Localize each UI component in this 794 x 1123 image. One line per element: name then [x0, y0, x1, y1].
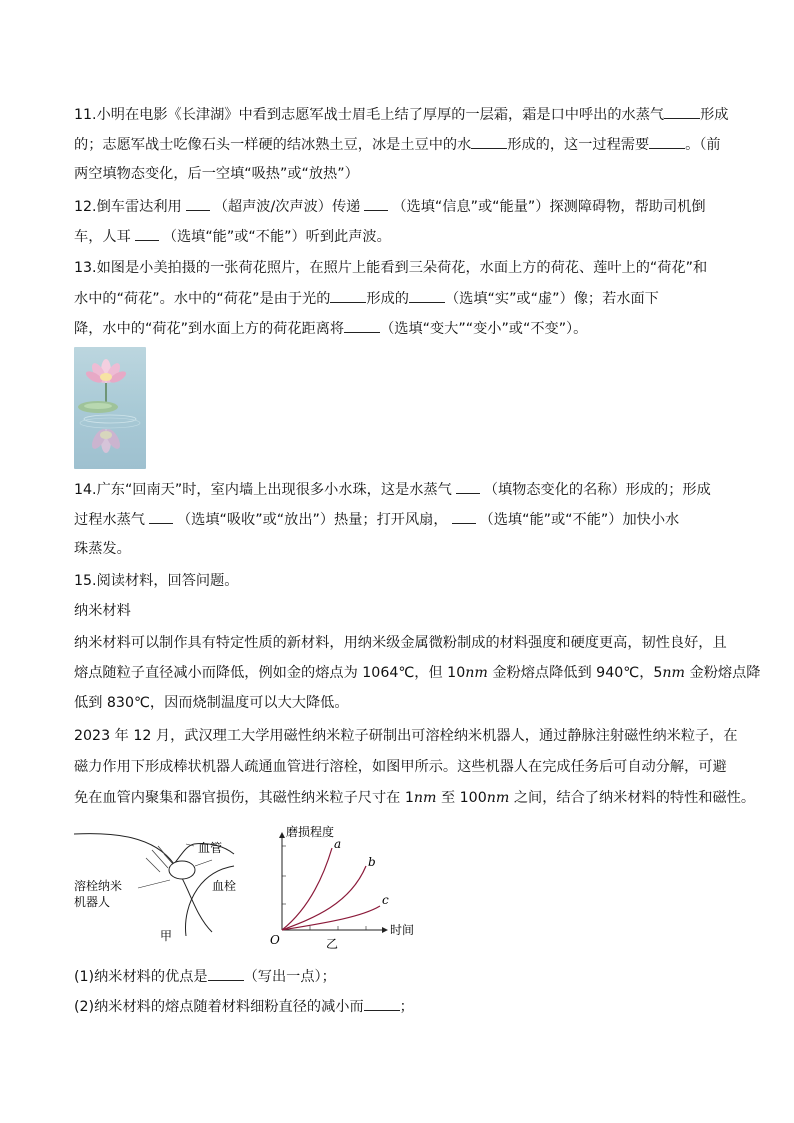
nano-figure: [74, 824, 434, 954]
vessel-label: 血管: [198, 841, 223, 855]
clot-label: 血栓: [212, 879, 237, 893]
answer-blank[interactable]: [330, 288, 366, 303]
robot-label-1: 溶栓纳米: [74, 879, 123, 893]
answer-blank[interactable]: [452, 509, 476, 524]
q15-p1-line-1: 纳米材料可以制作具有特定性质的新材料，用纳米级金属微粉制成的材料强度和硬度更高，韧性良好，且: [74, 635, 727, 651]
answer-blank[interactable]: [471, 134, 507, 149]
q14-line-1: 14.广东“回南天”时，室内墙上出现很多小水珠，这是水蒸气 （填物态变化的名称）形成的；形成: [74, 479, 734, 500]
x-axis-label: 时间: [390, 923, 415, 937]
answer-blank[interactable]: [409, 288, 445, 303]
answer-blank[interactable]: [208, 966, 244, 981]
q12-line-2: 车，人耳 （选填“能”或“不能”）听到此声波。: [74, 226, 734, 247]
answer-blank[interactable]: [364, 996, 400, 1011]
q13-line-2: 水中的“荷花”。水中的“荷花”是由于光的 形成的 （选填“实”或“虚”）像；若水面下: [74, 288, 734, 309]
curve-a-label: a: [334, 837, 342, 851]
y-axis-label: 磨损程度: [286, 825, 335, 839]
q14-line-3: 珠蒸发。: [74, 541, 131, 557]
answer-blank[interactable]: [664, 104, 700, 119]
answer-blank[interactable]: [364, 196, 388, 211]
q12-line-1: 12.倒车雷达利用 （超声波/次声波）传递 （选填“信息”或“能量”）探测障碍物，帮助司机倒: [74, 196, 734, 217]
origin-label: O: [270, 933, 280, 947]
q15-title: 纳米材料: [74, 603, 131, 619]
curve-b: [282, 866, 366, 930]
q13-line-1: 13.如图是小美拍摄的一张荷花照片，在照片上能看到三朵荷花，水面上方的荷花、莲叶上的“荷花”和: [74, 260, 708, 276]
wear-graph: [270, 824, 414, 951]
q15-sub-1: (1)纳米材料的优点是 （写出一点）；: [74, 966, 734, 987]
q11-line-2: 的；志愿军战士吃像石头一样硬的结冰熟土豆，冰是土豆中的水 形成的，这一过程需要 。（前: [74, 134, 734, 155]
curve-b-label: b: [368, 855, 376, 869]
answer-blank[interactable]: [456, 479, 480, 494]
q15-sub-2: (2)纳米材料的熔点随着材料细粉直径的减小而 ；: [74, 996, 734, 1017]
curve-c-label: c: [382, 893, 389, 907]
answer-blank[interactable]: [649, 134, 685, 149]
q13-line-3: 降，水中的“荷花”到水面上方的荷花距离将 （选填“变大”“变小”或“不变”）。: [74, 318, 734, 339]
y-axis-arrow: [279, 832, 285, 838]
q15-p2-line-3: 免在血管内聚集和器官损伤，其磁性纳米粒子尺寸在 1nm 至 100nm 之间，结合了纳米材料的特性和磁性。: [74, 790, 756, 806]
answer-blank[interactable]: [135, 226, 159, 241]
q15-p1-line-2: 熔点随粒子直径减小而降低，例如金的熔点为 1064℃，但 10nm 金粉熔点降低到 940℃，5nm 金粉熔点降: [74, 665, 761, 681]
q15-heading: 15.阅读材料，回答问题。: [74, 573, 239, 589]
answer-blank[interactable]: [344, 318, 380, 333]
answer-blank[interactable]: [186, 196, 210, 211]
label-jia: 甲: [160, 929, 173, 943]
vessel-diagram: [74, 834, 236, 943]
answer-blank[interactable]: [149, 509, 173, 524]
curve-c: [282, 906, 380, 930]
q11-line-1: 11.小明在电影《长津湖》中看到志愿军战士眉毛上结了厚厚的一层霜，霜是口中呼出的水蒸气 形成: [74, 104, 734, 125]
robot-label-2: 机器人: [74, 895, 111, 909]
lotus-image: [74, 347, 146, 469]
lotus-photo: [74, 347, 146, 469]
q15-p1-line-3: 低到 830℃，因而烧制温度可以大大降低。: [74, 695, 349, 711]
label-yi: 乙: [326, 937, 339, 951]
curve-a: [282, 848, 332, 930]
q15-p2-line-2: 磁力作用下形成棒状机器人疏通血管进行溶栓，如图甲所示。这些机器人在完成任务后可自动分解，可避: [74, 759, 727, 775]
x-axis-arrow: [382, 927, 388, 933]
q11-line-3: 两空填物态变化，后一空填“吸热”或“放热”）: [74, 166, 359, 182]
clot-shape: [169, 861, 195, 879]
q15-p2-line-1: 2023 年 12 月，武汉理工大学用磁性纳米粒子研制出可溶栓纳米机器人，通过静脉注射磁性纳米粒子，在: [74, 728, 738, 744]
q14-line-2: 过程水蒸气 （选填“吸收”或“放出”）热量；打开风扇， （选填“能”或“不能”）加快小水: [74, 509, 734, 530]
